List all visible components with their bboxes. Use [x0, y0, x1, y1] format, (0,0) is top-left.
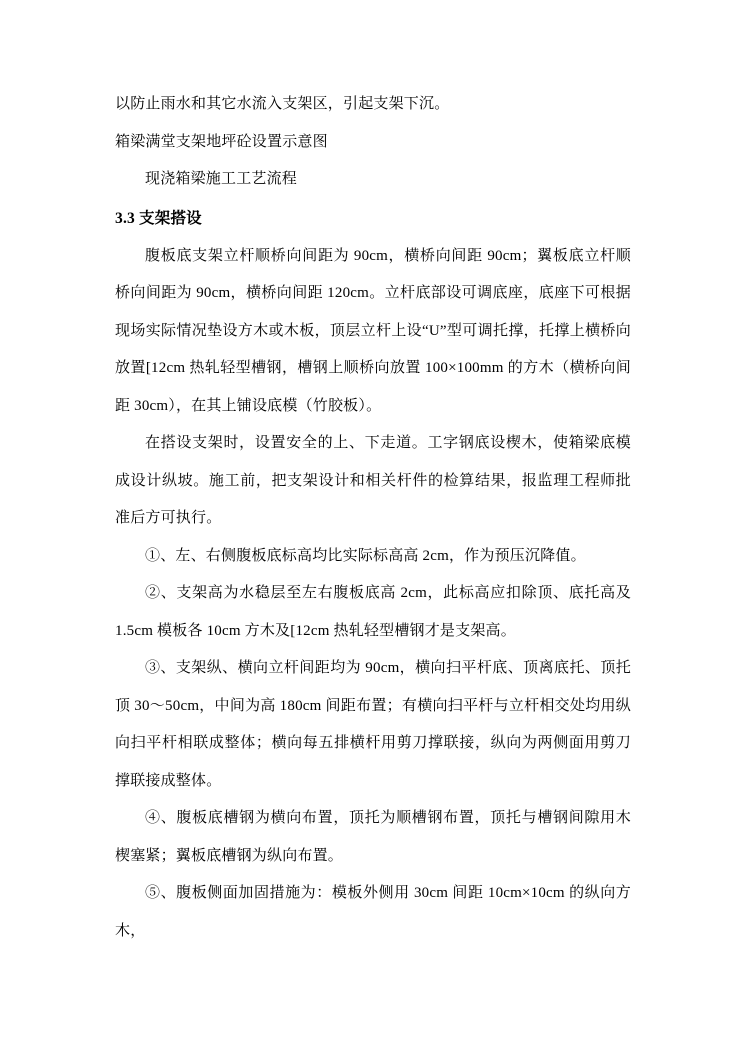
- figure-caption: 箱梁满堂支架地坪砼设置示意图: [115, 133, 328, 150]
- list-item-4: ④、腹板底槽钢为横向布置，顶托为顺槽钢布置，顶托与槽钢间隙用木楔塞紧；翼板底槽钢为纵向布置。: [115, 810, 631, 864]
- list-item-3: ③、支架纵、横向立杆间距均为 90cm，横向扫平杆底、顶离底托、顶托顶 30～50cm，中间为高 180cm 间距布置；有横向扫平杆与立杆相交处均用纵向扫平杆相联成整体；横向每五排横杆用剪刀撑联接，纵向为两侧面用剪刀撑联接成整体。: [115, 660, 631, 789]
- list-item-1: ①、左、右侧腹板底标高均比实际标高高 2cm，作为预压沉降值。: [145, 547, 586, 564]
- body-paragraph: 腹板底支架立杆顺桥向间距为 90cm，横桥向间距 90cm；翼板底立杆顺桥向间距为 90cm，横桥向间距 120cm。立杆底部设可调底座，底座下可根据现场实际情况垫设方木或木板，顶层立杆上设“U”型可调托撑，托撑上横桥向放置[12cm 热轧轻型槽钢，槽钢上顺桥向放置 100×100mm 的方木（横桥向间距 30cm），在其上铺设底模（竹胶板）。: [115, 247, 631, 414]
- document-content: [115, 86, 631, 950]
- list-item-2: ②、支架高为水稳层至左右腹板底高 2cm，此标高应扣除顶、底托高及 1.5cm 模板各 10cm 方木及[12cm 热轧轻型槽钢才是支架高。: [115, 585, 631, 639]
- section-heading: 3.3 支架搭设: [115, 209, 202, 227]
- body-paragraph: 在搭设支架时，设置安全的上、下走道。工字钢底设楔木，使箱梁底模成设计纵坡。施工前，把支架设计和相关杆件的检算结果，报监理工程师批准后方可执行。: [115, 435, 631, 526]
- flow-caption: 现浇箱梁施工工艺流程: [145, 171, 298, 187]
- list-item-5: ⑤、腹板侧面加固措施为：模板外侧用 30cm 间距 10cm×10cm 的纵向方木，: [115, 885, 631, 939]
- intro-line: 以防止雨水和其它水流入支架区，引起支架下沉。: [115, 96, 450, 112]
